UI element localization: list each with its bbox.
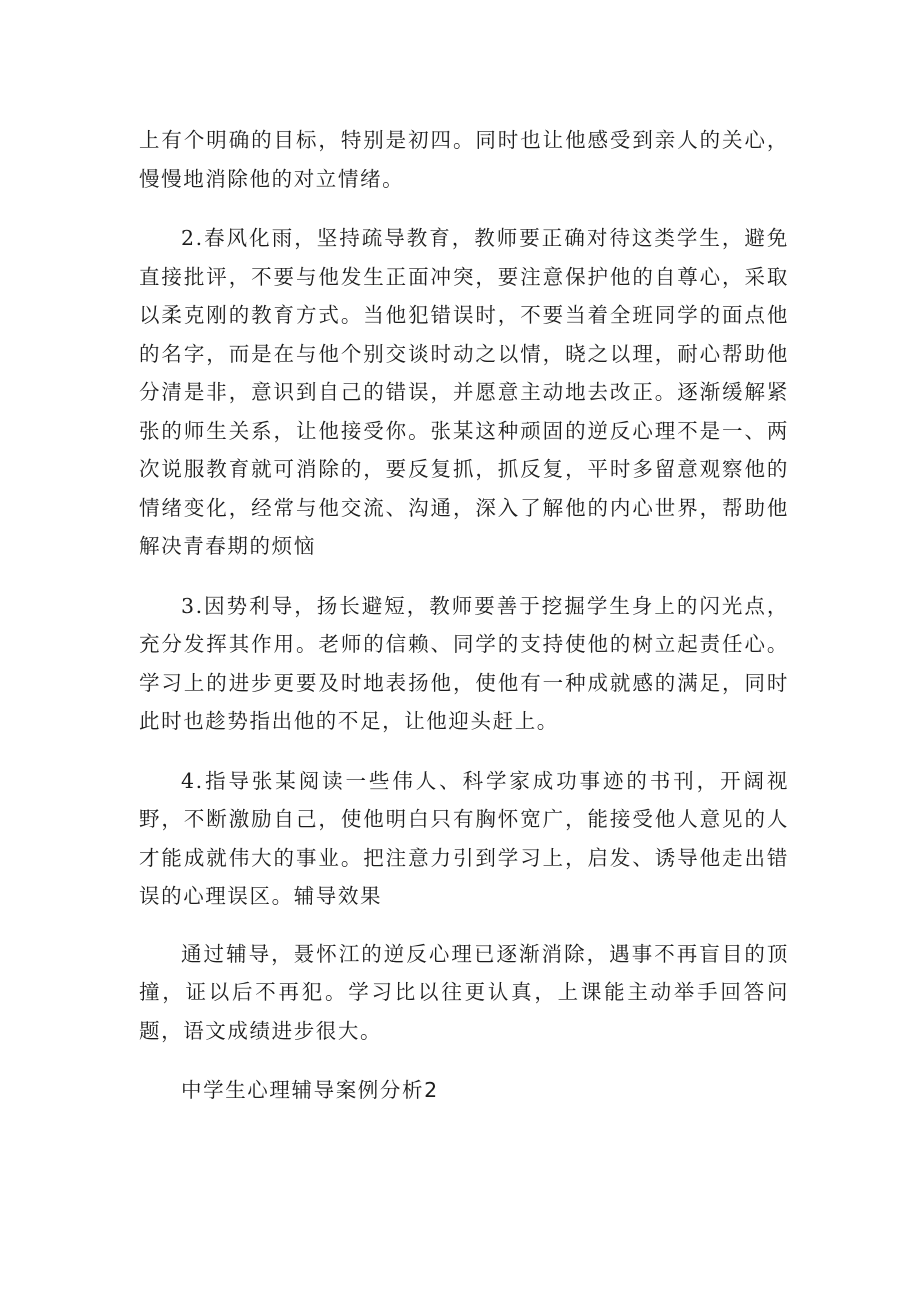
document-body [139,121,789,1110]
paragraph-spacer [139,1050,789,1071]
paragraph-guidance-2: 2.春风化雨，坚持疏导教育，教师要正确对待这类学生，避免直接批评，不要与他发生正面冲突，要注意保护他的自尊心，采取以柔克刚的教育方式。当他犯错误时，不要当着全班同学的面点他的名字，而是在与他个别交谈时动之以情，晓之以理，耐心帮助他分清是非，意识到自己的错误，并愿意主动地去改正。逐渐缓解紧张的师生关系，让他接受你。张某这种顽固的逆反心理不是一、两次说服教育就可消除的，要反复抓，抓反复，平时多留意观察他的情绪变化，经常与他交流、沟通，深入了解他的内心世界，帮助他解决青春期的烦恼 [139,226,789,558]
paragraph-spacer [139,741,789,762]
paragraph-spacer [139,566,789,587]
paragraph-guidance-4: 4.指导张某阅读一些伟人、科学家成功事迹的书刊，开阔视野，不断激励自己，使他明白只有胸怀宽广，能接受他人意见的人才能成就伟大的事业。把注意力引到学习上，启发、诱导他走出错误的心理误区。辅导效果 [139,768,789,908]
section-heading: 中学生心理辅导案例分析2 [181,1078,439,1102]
paragraph-guidance-3: 3.因势利导，扬长避短，教师要善于挖掘学生身上的闪光点，充分发挥其作用。老师的信赖、同学的支持使他的树立起责任心。学习上的进步更要及时地表扬他，使他有一种成就感的满足，同时此时也趁势指出他的不足，让他迎头赶上。 [139,593,789,733]
paragraph-outcome: 通过辅导，聂怀江的逆反心理已逐渐消除，遇事不再盲目的顶撞，证以后不再犯。学习比以往更认真，上课能主动举手回答问题，语文成绩进步很大。 [139,941,789,1043]
paragraph-spacer [139,916,789,935]
paragraph-spacer [139,198,789,219]
paragraph-continuation: 上有个明确的目标，特别是初四。同时也让他感受到亲人的关心，慢慢地消除他的对立情绪。 [139,128,789,191]
